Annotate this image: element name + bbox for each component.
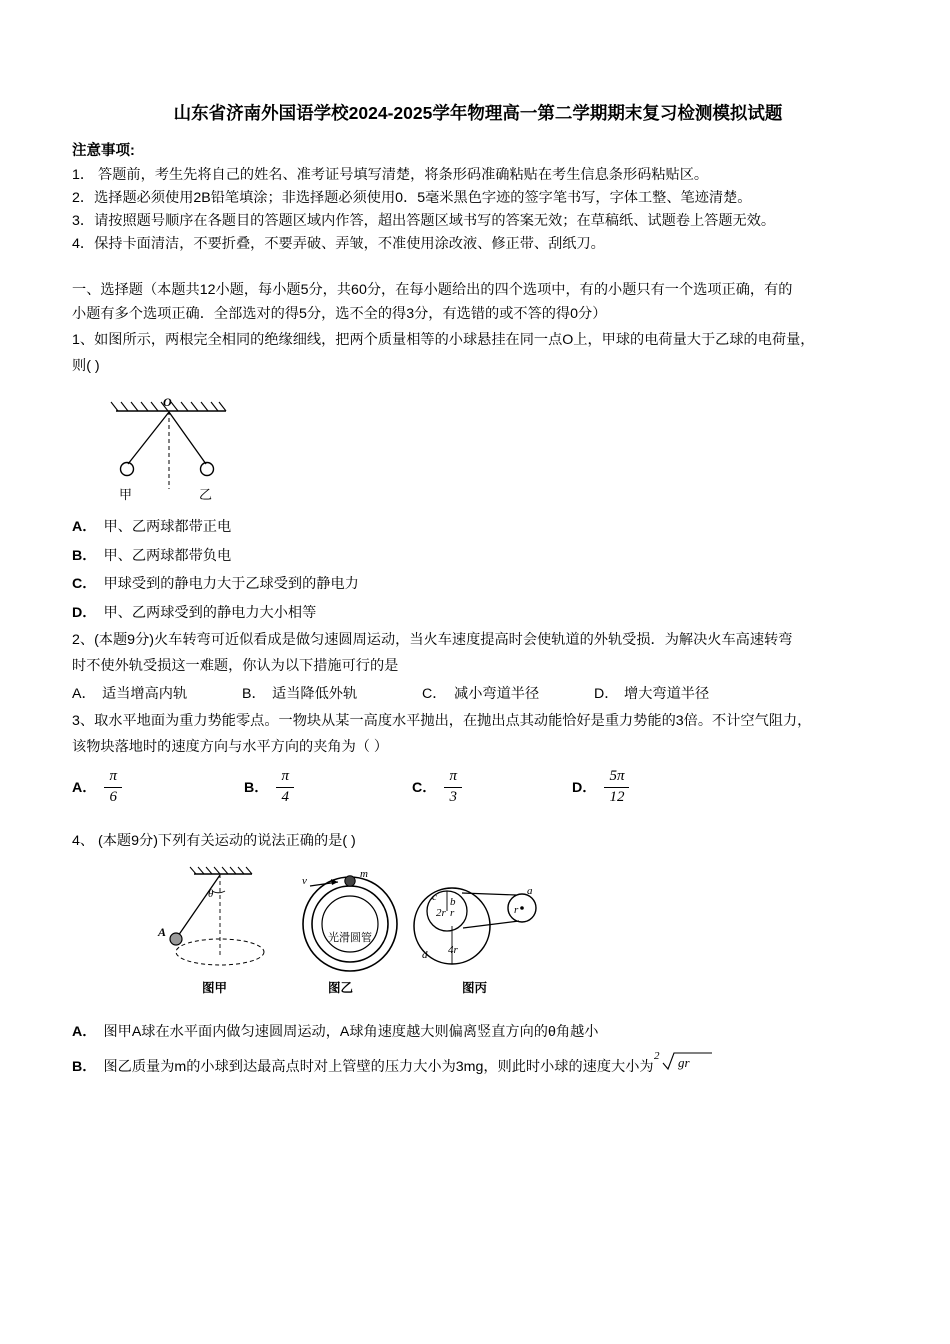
q3-c-denominator: 3 — [444, 787, 462, 806]
q3-b-denominator: 4 — [276, 787, 294, 806]
q3-option-d[interactable] — [572, 768, 629, 806]
option-b-text: 甲、乙两球都带负电 — [103, 547, 232, 564]
question-2-stem-line-1: 2、(本题9分)火车转弯可近似看成是做匀速圆周运动，当火车速度提高时会使轨道的外轨受损．为解决火车高速转弯 — [72, 632, 793, 648]
q3-d-denominator: 12 — [604, 787, 629, 806]
question-1-option-a[interactable] — [72, 513, 884, 541]
q2-option-b-label: B． — [242, 685, 266, 702]
question-1-stem-line-1: 1、如图所示，两根完全相同的绝缘细线，把两个质量相等的小球悬挂在同一点O上，甲球的电荷量大于乙球的电荷量， — [72, 331, 815, 348]
three-panel-mechanics-diagram — [132, 864, 552, 1014]
svg-text:A: A — [158, 925, 167, 940]
q3-option-b-label: B． — [244, 780, 269, 797]
q3-option-a-label: A． — [72, 780, 97, 797]
q3-option-c[interactable] — [412, 768, 572, 806]
notice-item-2: 2．选择题必须使用2B铅笔填涂；非选择题必须使用0．5毫米黑色字迹的签字笔书写，字体工整、笔迹清楚。 — [72, 190, 752, 206]
question-2-stem-line-2: 时不使外轨受损这一难题，你认为以下措施可行的是 — [72, 658, 399, 675]
q2-option-a-text: 适当增高内轨 — [102, 685, 188, 702]
q3-a-denominator: 6 — [104, 787, 122, 806]
question-4-figure — [132, 864, 552, 1014]
panel-bing — [414, 885, 536, 995]
question-3-stem-line-2: 该物块落地时的速度方向与水平方向的夹角为（ ） — [72, 739, 389, 756]
svg-text:乙: 乙 — [199, 487, 213, 503]
svg-text:O: O — [163, 395, 172, 410]
question-1-figure — [106, 389, 306, 509]
svg-text:b: b — [450, 896, 456, 909]
q2-option-b-text: 适当降低外轨 — [272, 685, 358, 702]
document-content — [72, 100, 884, 1083]
question-4-option-b[interactable] — [72, 1047, 884, 1083]
q2-option-d-label: D． — [594, 685, 619, 702]
notice-heading: 注意事项: — [72, 143, 135, 159]
question-3-options[interactable] — [72, 768, 884, 806]
svg-text:gr: gr — [677, 1054, 690, 1070]
option-c-label: C． — [72, 576, 97, 593]
svg-text:图甲: 图甲 — [202, 981, 228, 996]
option-d-text: 甲、乙两球受到的静电力大小相等 — [103, 604, 317, 621]
q3-a-numerator: π — [109, 768, 117, 785]
question-1-option-b[interactable] — [72, 542, 884, 570]
option-b-label: B． — [72, 547, 97, 564]
question-4-stem: 4、 (本题9分)下列有关运动的说法正确的是( ) — [72, 832, 356, 849]
q3-d-numerator: 5π — [609, 768, 625, 785]
q3-option-b-fraction — [276, 768, 294, 806]
question-1-stem-line-2: 则( ) — [72, 358, 100, 375]
svg-text:r: r — [514, 904, 519, 917]
q4-option-a-label: A． — [72, 1024, 97, 1041]
page-title: 山东省济南外国语学校2024-2025学年物理高一第二学期期末复习检测模拟试题 — [173, 103, 783, 123]
option-c-text: 甲球受到的静电力大于乙球受到的静电力 — [103, 576, 359, 593]
svg-text:a: a — [527, 885, 533, 898]
svg-text:图乙: 图乙 — [328, 981, 354, 996]
svg-text:甲: 甲 — [119, 487, 133, 503]
q2-option-c-text: 减小弯道半径 — [454, 685, 540, 702]
notice-item-3: 3．请按照题号顺序在各题目的答题区域内作答，超出答题区域书写的答案无效；在草稿纸、试题卷上答题无效。 — [72, 213, 776, 229]
question-1-option-c[interactable] — [72, 570, 884, 598]
section-heading-line-2: 小题有多个选项正确．全部选对的得5分，选不全的得3分，有选错的或不答的得0分） — [72, 306, 607, 323]
svg-text:r: r — [450, 907, 455, 920]
q3-option-b[interactable] — [244, 768, 412, 806]
q4-option-b-label: B． — [72, 1058, 97, 1075]
question-2-options[interactable] — [72, 680, 884, 708]
svg-text:m: m — [360, 868, 368, 881]
q2-option-c-label: C． — [422, 685, 447, 702]
question-1-option-d[interactable] — [72, 599, 884, 627]
panel-jia — [157, 867, 264, 995]
q4-option-b-text: 图乙质量为m的小球到达最高点时对上管壁的压力大小为3mg，则此时小球的速度大小为 — [103, 1058, 654, 1075]
q3-option-c-fraction — [444, 768, 462, 806]
hanging-balls-diagram — [106, 389, 306, 509]
option-d-label: D． — [72, 604, 97, 621]
q3-option-d-label: D． — [572, 780, 597, 797]
panel-yi — [302, 868, 397, 995]
svg-text:2r: 2r — [436, 907, 446, 920]
section-heading-line-1: 一、选择题（本题共12小题，每小题5分，共60分，在每小题给出的四个选项中，有的小题只有一个选项正确，有的 — [72, 282, 793, 298]
q2-option-d-text: 增大弯道半径 — [624, 685, 710, 702]
option-a-label: A． — [72, 519, 97, 536]
q3-option-a[interactable] — [72, 768, 244, 806]
svg-text:θ: θ — [208, 888, 214, 901]
q3-option-d-fraction — [604, 768, 629, 806]
svg-text:4r: 4r — [448, 944, 458, 957]
notice-item-1: 1． 答题前，考生先将自己的姓名、准考证号填写清楚，将条形码准确粘贴在考生信息条形码粘贴区。 — [72, 167, 709, 183]
q3-option-c-label: C． — [412, 780, 437, 797]
q4-option-a-text: 图甲A球在水平面内做匀速圆周运动，A球角速度越大则偏离竖直方向的θ角越小 — [103, 1024, 599, 1041]
question-4-option-a[interactable] — [72, 1018, 884, 1046]
svg-text:c: c — [432, 891, 437, 904]
svg-text:图丙: 图丙 — [462, 981, 488, 996]
svg-text:2: 2 — [653, 1049, 660, 1062]
question-3-stem-line-1: 3、取水平地面为重力势能零点。一物块从某一高度水平抛出，在抛出点其动能恰好是重力势能的3倍。不计空气阻力， — [72, 712, 812, 729]
option-a-text: 甲、乙两球都带正电 — [103, 519, 232, 536]
q3-c-numerator: π — [449, 768, 457, 785]
notice-item-4: 4．保持卡面清洁，不要折叠，不要弄破、弄皱，不准使用涂改液、修正带、刮纸刀。 — [72, 236, 605, 252]
svg-text:v: v — [302, 875, 307, 888]
svg-text:光滑圆管: 光滑圆管 — [328, 932, 372, 945]
q2-option-a-label: A． — [72, 685, 96, 702]
q4-option-b-formula — [654, 1047, 716, 1083]
svg-text:d: d — [422, 949, 428, 962]
q3-option-a-fraction — [104, 768, 122, 806]
q3-b-numerator: π — [281, 768, 289, 785]
